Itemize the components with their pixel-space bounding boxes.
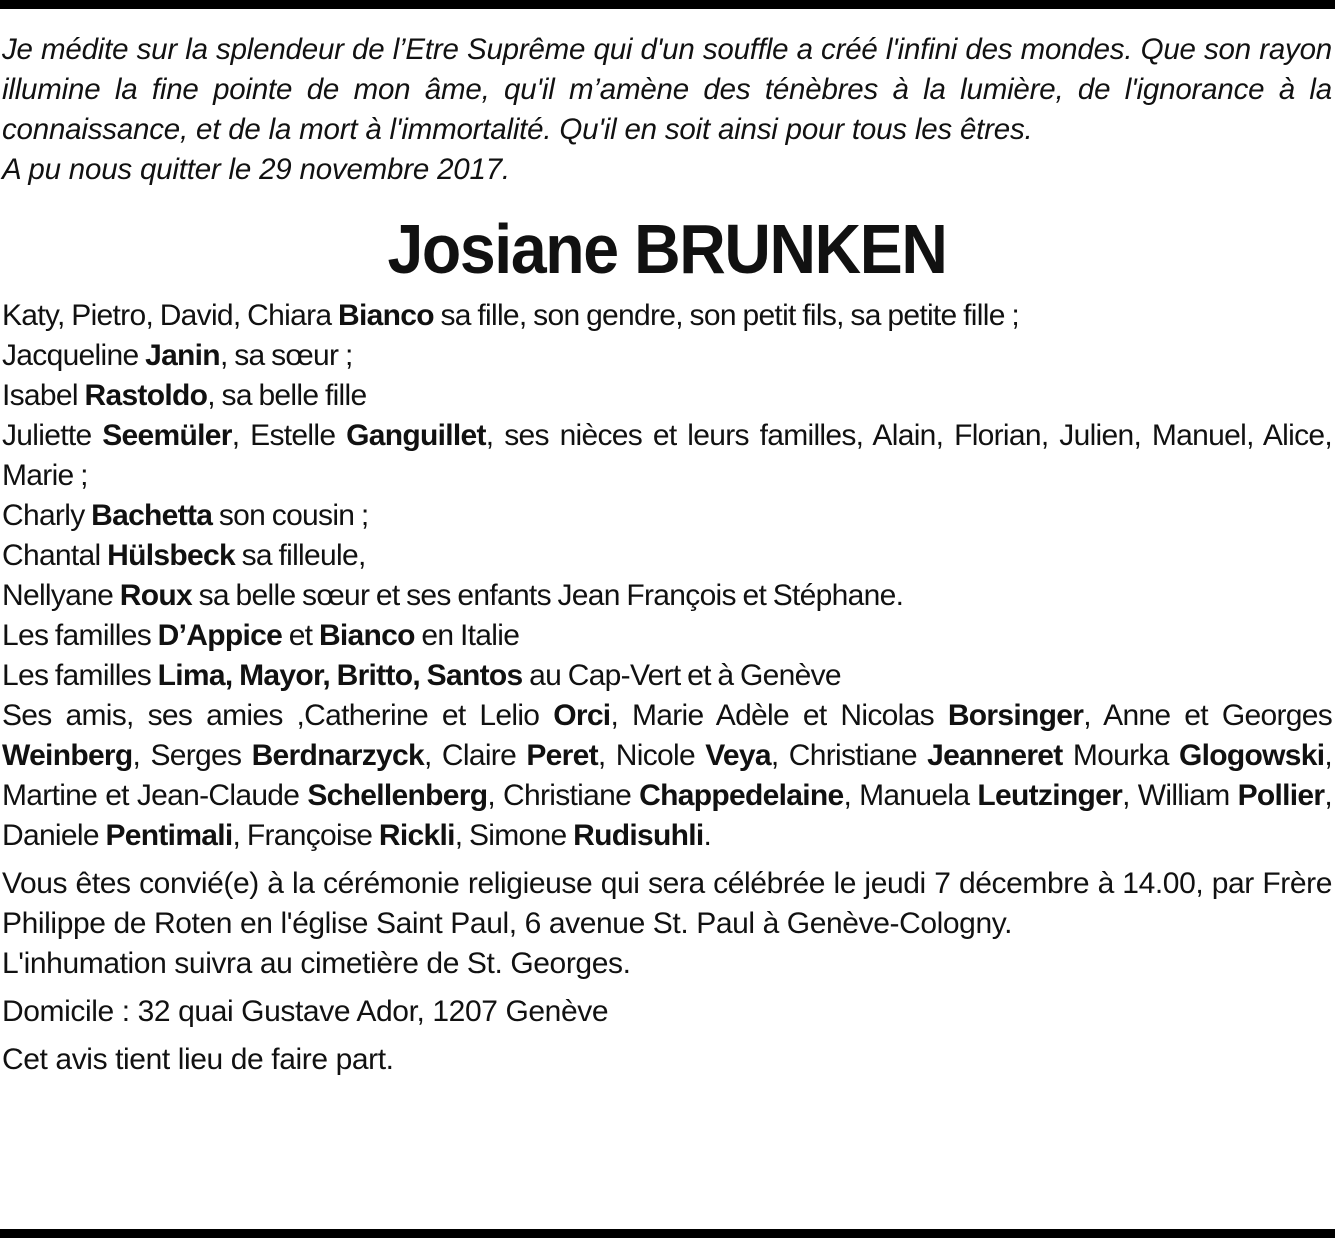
family-text: . (703, 819, 712, 852)
family-text: Katy, Pietro, David, Chiara (2, 299, 338, 332)
family-surname: Leutzinger (977, 779, 1123, 812)
family-text: , Anne et Georges (1083, 699, 1333, 732)
family-surname: Janin (145, 339, 220, 372)
family-surname: Lima, Mayor, Britto, Santos (157, 659, 523, 692)
family-surname: Pentimali (105, 819, 233, 852)
family-text: , Christiane (770, 739, 928, 772)
family-surname: Peret (526, 739, 598, 772)
family-text: , Simone (454, 819, 574, 852)
closing-note: Cet avis tient lieu de faire part. (2, 1043, 394, 1076)
family-text: , sa sœur ; (219, 339, 353, 372)
family-surname: Weinberg (2, 739, 133, 772)
family-text: Les familles (2, 619, 158, 652)
family-surname: Glogowski (1179, 739, 1325, 772)
family-text: Jacqueline (2, 339, 146, 372)
family-text: , Manuela (843, 779, 978, 812)
domicile: Domicile : 32 quai Gustave Ador, 1207 Genève (2, 995, 609, 1028)
bottom-rule (0, 1229, 1335, 1238)
family-surname: Rastoldo (84, 379, 208, 412)
family-text: , Serges (132, 739, 252, 772)
family-surname: Rickli (378, 819, 455, 852)
top-rule (0, 0, 1335, 9)
family-text: sa belle sœur et ses enfants Jean François et Stéphane. (191, 579, 904, 612)
family-text: , Estelle (231, 419, 347, 452)
family-surname: Bianco (338, 299, 434, 332)
family-surname: Schellenberg (307, 779, 488, 812)
family-text: , Marie Adèle et Nicolas (610, 699, 948, 732)
burial-text: L'inhumation suivra au cimetière de St. Georges. (2, 947, 631, 980)
family-text: , Martine et Jean-Claude (2, 739, 1333, 812)
opening-quote (2, 30, 1332, 190)
family-text: et (282, 619, 319, 652)
family-line (2, 416, 1332, 496)
family-surname: Pollier (1237, 779, 1325, 812)
family-surname: Jeanneret (927, 739, 1063, 772)
family-text: son cousin ; (212, 499, 369, 532)
family-surname: Ganguillet (346, 419, 486, 452)
family-line (2, 376, 1332, 416)
family-text: sa filleule, (234, 539, 366, 572)
family-text: en Italie (414, 619, 520, 652)
family-text: sa fille, son gendre, son petit fils, sa petite fille ; (433, 299, 1019, 332)
family-text: , ses nièces et leurs familles, Alain, Florian, Julien, Manuel, Alice, Marie ; (2, 419, 1333, 492)
family-surname: Rudisuhli (573, 819, 704, 852)
family-line (2, 656, 1332, 696)
family-surname: Berdnarzyck (251, 739, 424, 772)
ceremony-text: Vous êtes convié(e) à la cérémonie religieuse qui sera célébrée le jeudi 7 décembre à 14.00, par Frère Philippe de Roten en l'église Saint Paul, 6 avenue St. Paul à Genève-Cologny. (2, 867, 1332, 940)
family-text: , sa belle fille (207, 379, 367, 412)
family-surname: Roux (119, 579, 192, 612)
family-line (2, 296, 1332, 336)
family-text: , Nicole (597, 739, 706, 772)
family-text: , Claire (423, 739, 527, 772)
family-text: Nellyane (2, 579, 120, 612)
family-surname: Bianco (318, 619, 415, 652)
family-surname: Veya (705, 739, 771, 772)
family-surname: Chappedelaine (639, 779, 844, 812)
family-text: Mourka (1062, 739, 1179, 772)
family-line (2, 496, 1332, 536)
family-text: , William (1122, 779, 1238, 812)
obituary-notice (2, 30, 1332, 1080)
family-text: Charly (2, 499, 92, 532)
family-line (2, 536, 1332, 576)
family-line (2, 616, 1332, 656)
family-text: , Françoise (232, 819, 379, 852)
ceremony-info (2, 864, 1332, 944)
family-surname: Hülsbeck (107, 539, 235, 572)
family-surname: Orci (553, 699, 611, 732)
family-line (2, 696, 1332, 856)
family-text: Les familles (2, 659, 158, 692)
family-text: Ses amis, ses amies ,Catherine et Lelio (2, 699, 554, 732)
passing-date: A pu nous quitter le 29 novembre 2017. (2, 153, 510, 186)
family-text: , Daniele (2, 779, 1333, 852)
family-text: Chantal (2, 539, 108, 572)
family-surname: D’Appice (157, 619, 283, 652)
family-text: Juliette (2, 419, 103, 452)
family-text: Isabel (2, 379, 85, 412)
family-list (2, 296, 1332, 856)
family-surname: Seemüler (102, 419, 232, 452)
family-text: au Cap-Vert et à Genève (522, 659, 841, 692)
family-surname: Borsinger (947, 699, 1084, 732)
family-line (2, 576, 1332, 616)
family-text: , Christiane (487, 779, 640, 812)
quote-text: Je médite sur la splendeur de l’Etre Suprême qui d'un souffle a créé l'infini des mondes. Que son rayon illumine la fine pointe de mon âme, qu'il m’amène des ténèbres à la lumière, de l'ignorance à la connaissance, et de la mort à l'immortalité. Qu'il en soit ainsi pour tous les êtres. (2, 33, 1332, 146)
family-line (2, 336, 1332, 376)
family-surname: Bachetta (91, 499, 213, 532)
deceased-name: Josiane BRUNKEN (387, 210, 947, 288)
